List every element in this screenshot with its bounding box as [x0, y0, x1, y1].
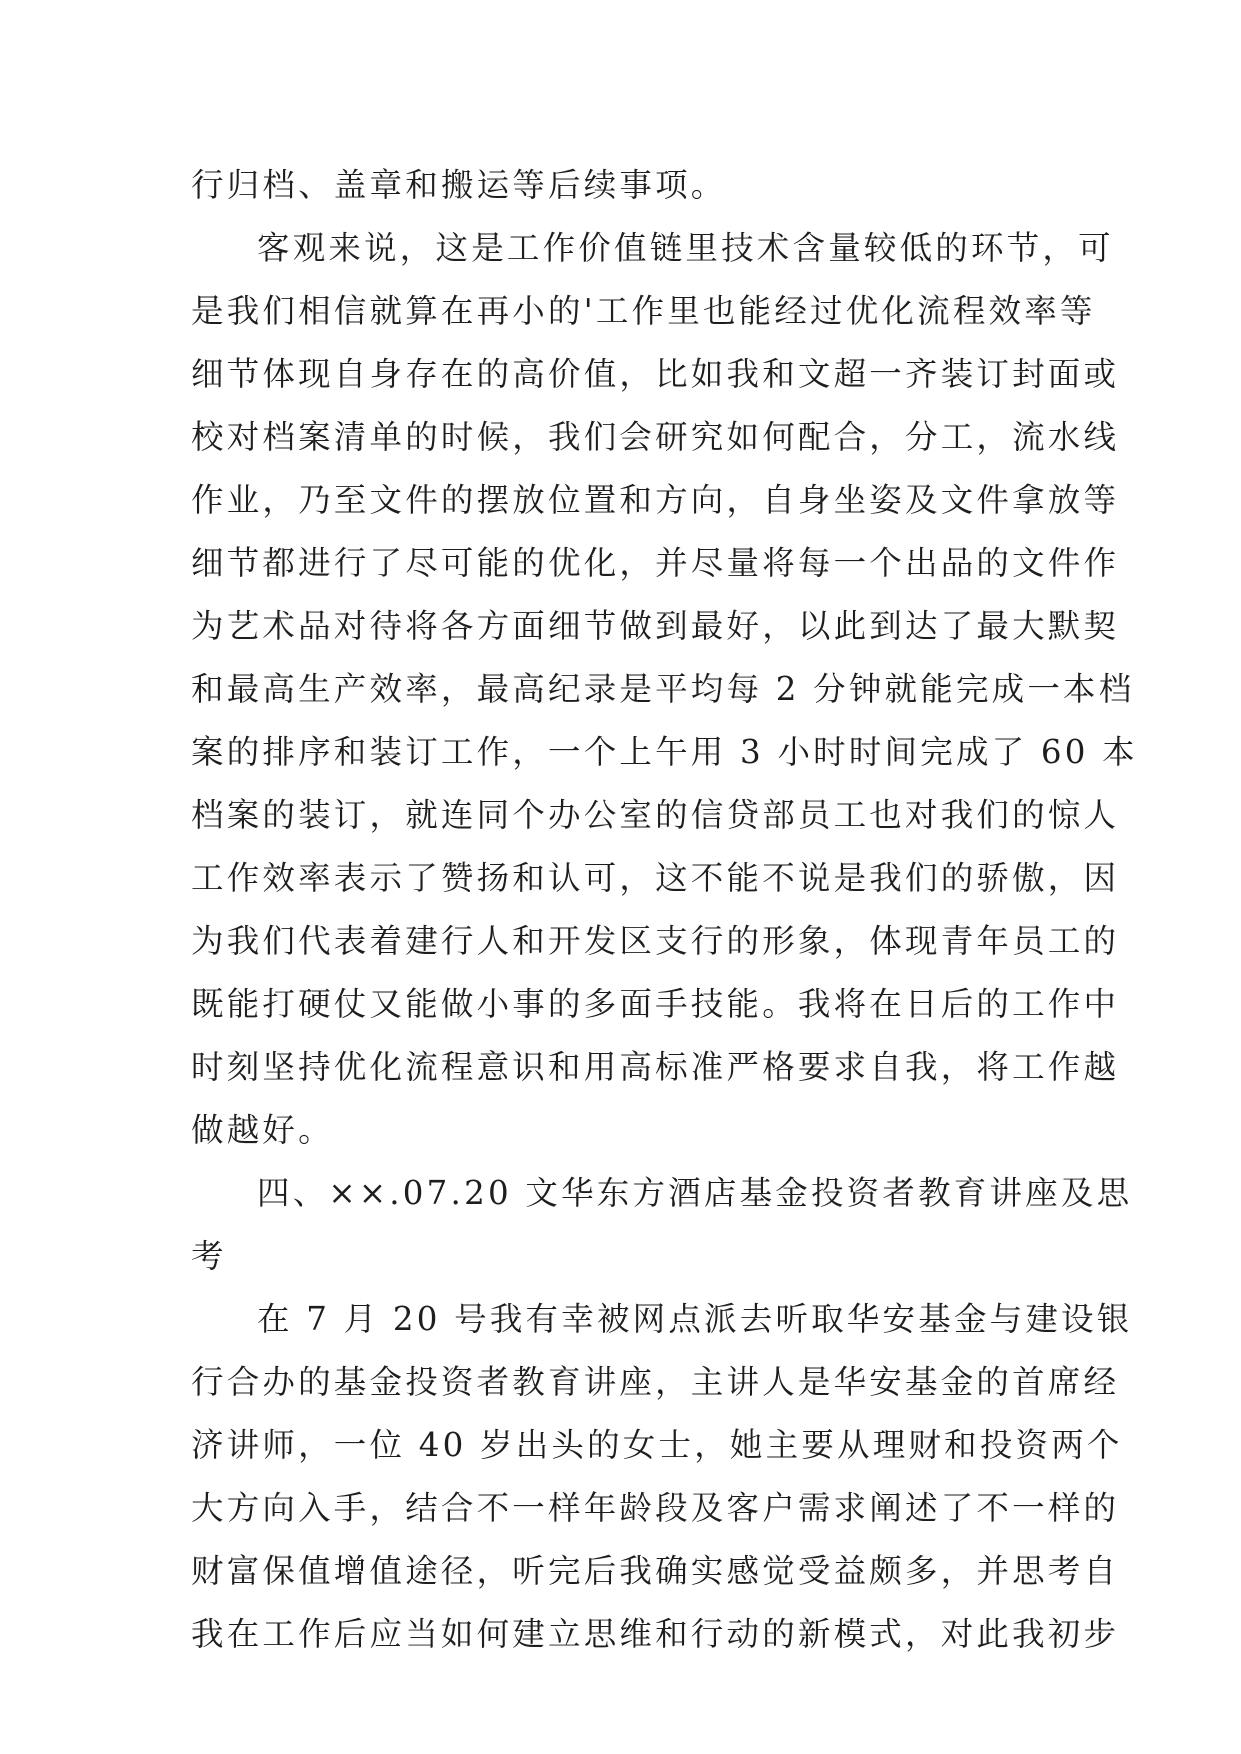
- text-line: 案的排序和装订工作，一个上午用 3 小时时间完成了 60 本: [191, 733, 1138, 771]
- text-line: 和最高生产效率，最高纪录是平均每 2 分钟就能完成一本档: [191, 670, 1135, 708]
- text-line: 作业，乃至文件的摆放位置和方向，自身坐姿及文件拿放等: [191, 481, 1120, 519]
- text-line: 四、××.07.20 文华东方酒店基金投资者教育讲座及思: [257, 1174, 1133, 1212]
- text-line: 行归档、盖章和搬运等后续事项。: [191, 166, 727, 204]
- text-line: 在 7 月 20 号我有幸被网点派去听取华安基金与建设银: [257, 1300, 1133, 1338]
- text-line: 细节都进行了尽可能的优化，并尽量将每一个出品的文件作: [191, 544, 1120, 582]
- text-line: 档案的装订，就连同个办公室的信贷部员工也对我们的惊人: [191, 796, 1120, 834]
- text-line: 做越好。: [191, 1111, 334, 1149]
- text-line: 工作效率表示了赞扬和认可，这不能不说是我们的骄傲，因: [191, 859, 1120, 897]
- text-line: 财富保值增值途径，听完后我确实感觉受益颇多，并思考自: [191, 1552, 1120, 1590]
- text-line: 细节体现自身存在的高价值，比如我和文超一齐装订封面或: [191, 355, 1120, 393]
- document-body: [191, 154, 1138, 1666]
- text-line: 考: [191, 1237, 227, 1275]
- text-line: 既能打硬仗又能做小事的多面手技能。我将在日后的工作中: [191, 985, 1120, 1023]
- text-line: 济讲师，一位 40 岁出头的女士，她主要从理财和投资两个: [191, 1426, 1123, 1464]
- text-line: 行合办的基金投资者教育讲座，主讲人是华安基金的首席经: [191, 1363, 1120, 1401]
- text-line: 为我们代表着建行人和开发区支行的形象，体现青年员工的: [191, 922, 1120, 960]
- text-line: 是我们相信就算在再小的'工作里也能经过优化流程效率等: [191, 292, 1096, 330]
- text-line: 大方向入手，结合不一样年龄段及客户需求阐述了不一样的: [191, 1489, 1120, 1527]
- text-line: 客观来说，这是工作价值链里技术含量较低的环节，可: [257, 229, 1114, 267]
- text-line: 校对档案清单的时候，我们会研究如何配合，分工，流水线: [191, 418, 1120, 456]
- text-line: 时刻坚持优化流程意识和用高标准严格要求自我，将工作越: [191, 1048, 1120, 1086]
- text-line: 我在工作后应当如何建立思维和行动的新模式，对此我初步: [191, 1615, 1120, 1653]
- text-line: 为艺术品对待将各方面细节做到最好，以此到达了最大默契: [191, 607, 1120, 645]
